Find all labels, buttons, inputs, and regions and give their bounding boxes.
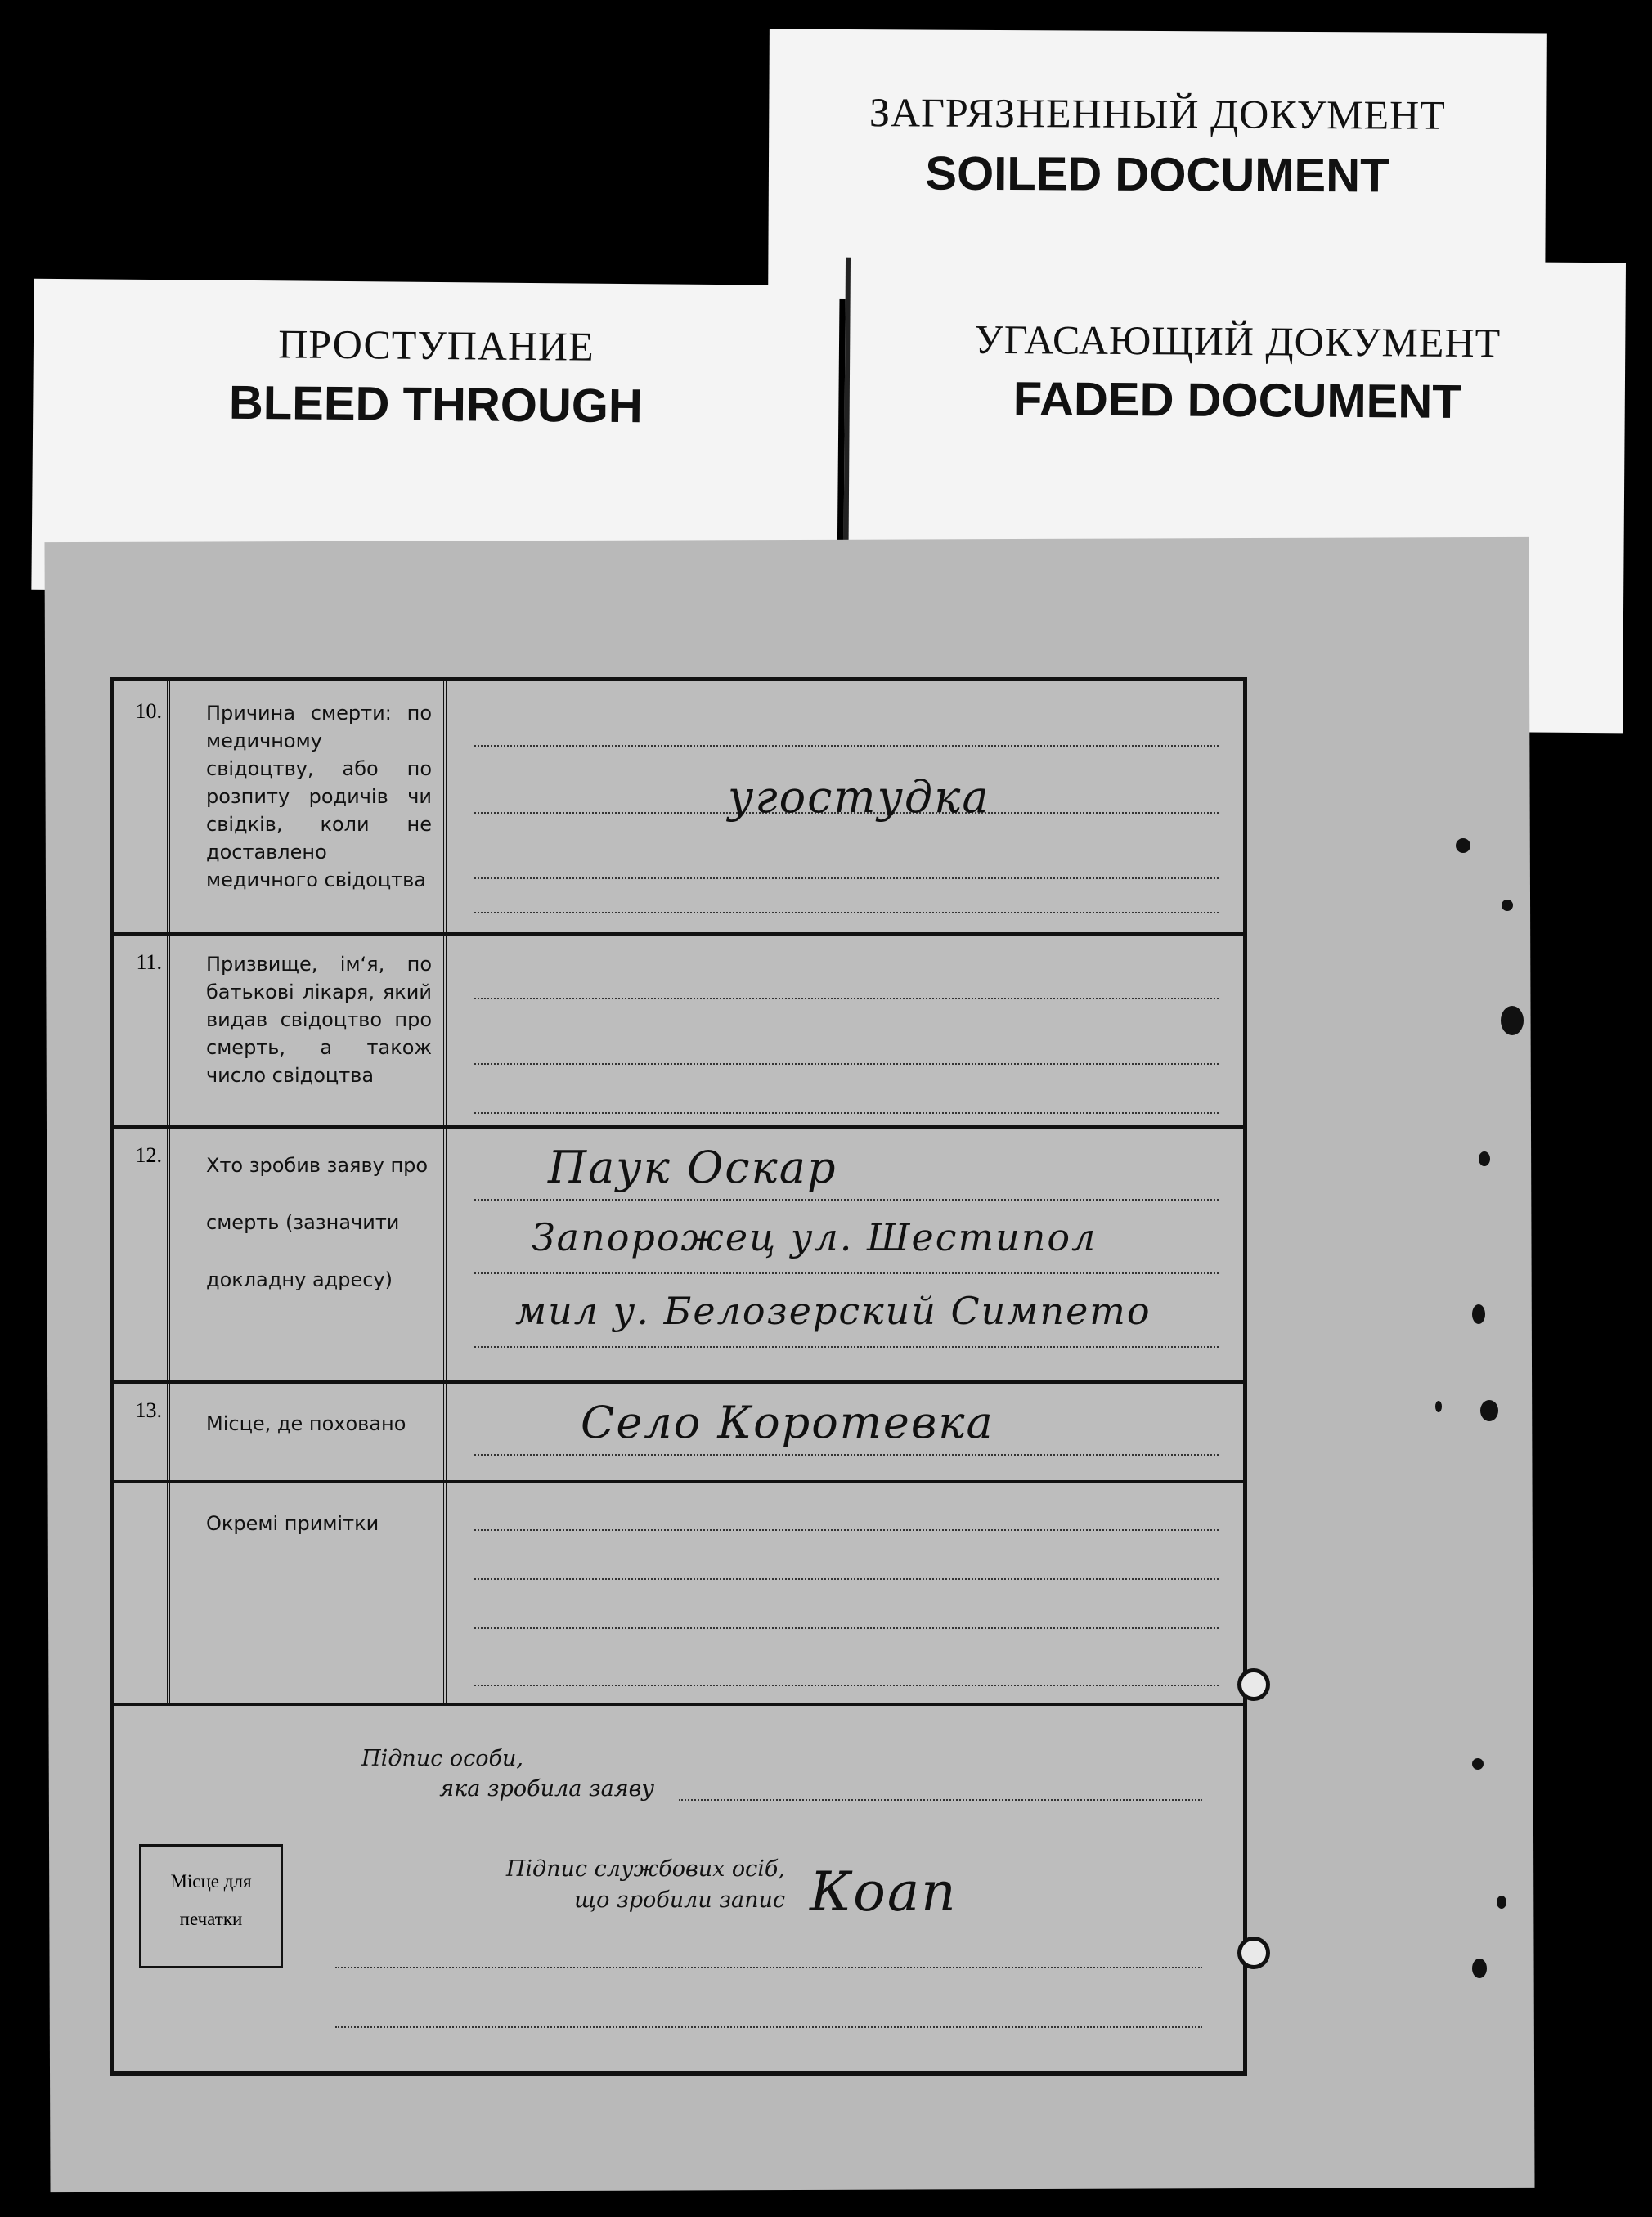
officials-signature-label-1: Підпис службових осіб, bbox=[505, 1856, 785, 1882]
handwritten-applicant-name: Паук Оскар bbox=[548, 1142, 837, 1193]
handwritten-applicant-address-1: Запорожец ул. Шестипол bbox=[532, 1215, 1098, 1259]
row-fill-area bbox=[450, 1125, 1243, 1380]
applicant-signature-label-1: Підпис особи, bbox=[361, 1746, 523, 1771]
stamp-box-label-2: печатки bbox=[179, 1909, 243, 1929]
officials-signature-label-2: що зробили запис bbox=[574, 1887, 785, 1913]
row-fill-area bbox=[450, 1380, 1243, 1480]
row-label: Призвище, ім‘я, по батькові лікаря, який видав свідоцтво про смерть, а також число свідоцтва bbox=[173, 932, 447, 1125]
faded-label-ru: УГАСАЮЩИЙ ДОКУМЕНТ bbox=[974, 316, 1502, 366]
row-number: 12. bbox=[114, 1125, 170, 1380]
row-label: Причина смерти: по медичному свідоцтву, або по розпиту родичів чи свідків, коли не доставлено медичного свідоцтва bbox=[173, 681, 447, 932]
officials-signature-line-2 bbox=[335, 2026, 1202, 2028]
faded-label-en: FADED DOCUMENT bbox=[1012, 372, 1461, 429]
handwritten-applicant-address-2: мил у. Белозерский Симпето bbox=[515, 1289, 1151, 1333]
row-label: Місце, де поховано bbox=[173, 1380, 447, 1480]
officials-signature: Коап bbox=[810, 1860, 958, 1923]
soiled-label-ru: ЗАГРЯЗНЕННЫЙ ДОКУМЕНТ bbox=[869, 89, 1446, 138]
bleed-label-ru: ПРОСТУПАНИЕ bbox=[277, 321, 595, 370]
row-number: 13. bbox=[114, 1380, 170, 1480]
handwritten-burial-place: Село Коротевка bbox=[581, 1397, 994, 1448]
punch-hole bbox=[1237, 1937, 1270, 1969]
row-label: Хто зробив заяву про смерть (зазначити докладну адресу) bbox=[173, 1125, 447, 1380]
row-number: 11. bbox=[114, 932, 170, 1125]
row-number bbox=[114, 1480, 170, 1703]
form-row-remarks bbox=[114, 1480, 1243, 1706]
stamp-box-label-1: Місце для bbox=[170, 1871, 252, 1892]
stamp-box bbox=[139, 1844, 283, 1968]
form-row-cause-of-death bbox=[114, 681, 1243, 936]
handwritten-cause: угостудка bbox=[728, 771, 990, 823]
punch-hole bbox=[1237, 1668, 1270, 1701]
form-row-doctor bbox=[114, 932, 1243, 1129]
form-row-burial-place bbox=[114, 1380, 1243, 1483]
row-fill-area bbox=[450, 932, 1243, 1125]
row-label: Окремі примітки bbox=[173, 1480, 447, 1703]
officials-signature-line-1 bbox=[335, 1967, 1202, 1968]
row-number: 10. bbox=[114, 681, 170, 932]
soiled-label-en: SOILED DOCUMENT bbox=[925, 146, 1389, 203]
applicant-signature-line bbox=[679, 1799, 1202, 1801]
bleed-label-en: BLEED THROUGH bbox=[228, 375, 644, 433]
row-fill-area bbox=[450, 1480, 1243, 1703]
form-row-applicant bbox=[114, 1125, 1243, 1384]
row-fill-area bbox=[450, 681, 1243, 932]
applicant-signature-label-2: яка зробила заяву bbox=[439, 1776, 654, 1802]
